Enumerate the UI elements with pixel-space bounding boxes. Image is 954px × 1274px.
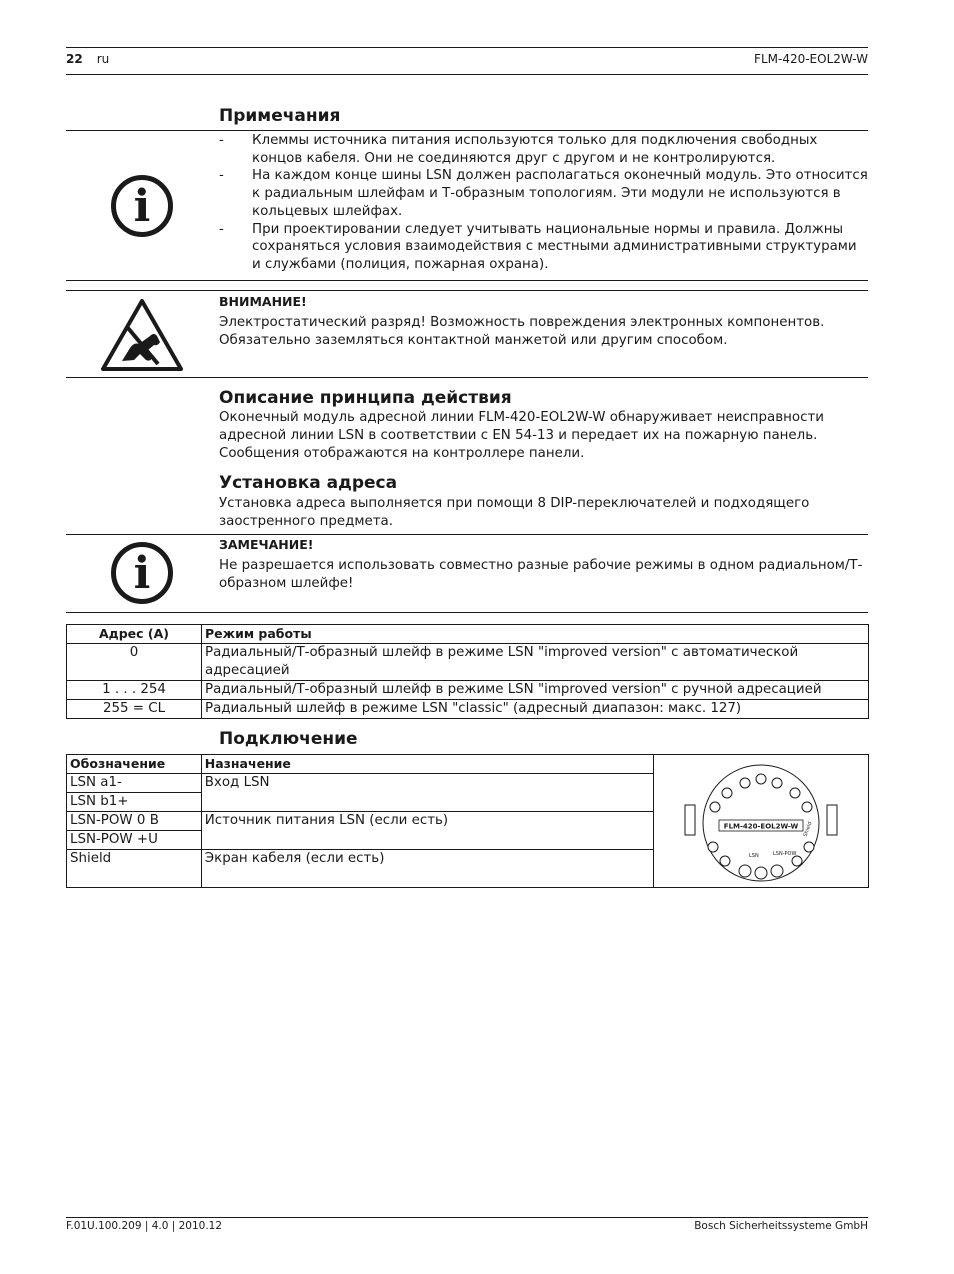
info-icon: i bbox=[111, 542, 173, 604]
table-row: LSN a1- Вход LSN bbox=[67, 774, 869, 793]
principle-title: Описание принципа действия bbox=[219, 388, 512, 408]
table-row: 0 Радиальный/Т-образный шлейф в режиме LSN "improved version" с автоматической адресацией bbox=[67, 644, 869, 681]
caution-title: ВНИМАНИЕ! bbox=[219, 294, 307, 309]
mode-table bbox=[66, 624, 869, 719]
column-header: Обозначение bbox=[67, 755, 202, 774]
svg-text:Shield: Shield bbox=[802, 821, 814, 838]
footer-company: Bosch Sicherheitssysteme GmbH bbox=[694, 1220, 868, 1232]
list-item: - При проектировании следует учитывать национальные нормы и правила. Должны сохраняться условия взаимодействия с местными административными структурами и службами (полиция, пожарная охрана). bbox=[219, 221, 857, 272]
svg-text:LSN: LSN bbox=[749, 853, 759, 859]
table-row: LSN-POW +U bbox=[67, 831, 869, 850]
header-rule-bottom bbox=[66, 74, 868, 75]
page-number: 22 bbox=[66, 52, 83, 66]
connection-title: Подключение bbox=[219, 729, 358, 749]
svg-text:LSN-POW: LSN-POW bbox=[773, 851, 797, 857]
table-row: LSN b1+ bbox=[67, 793, 869, 812]
address-text: Установка адреса выполняется при помощи 8 DIP-переключателей и подходящего заостренного предмета. bbox=[219, 496, 810, 529]
notes-list bbox=[219, 132, 869, 274]
remark-rule-top bbox=[66, 534, 868, 535]
table-row: 1 . . . 254 Радиальный/Т-образный шлейф в режиме LSN "improved version" с ручной адресацией bbox=[67, 681, 869, 700]
connection-table bbox=[66, 754, 869, 888]
table-row: 255 = CL Радиальный шлейф в режиме LSN "classic" (адресный диапазон: макс. 127) bbox=[67, 700, 869, 719]
header-rule-top bbox=[66, 47, 868, 48]
page-header-left bbox=[66, 52, 109, 66]
table-row: LSN-POW 0 В Источник питания LSN (если есть) bbox=[67, 812, 869, 831]
list-item: - Клеммы источника питания используются только для подключения свободных концов кабеля. Они не соединяются друг с другом и не контролируются. bbox=[219, 133, 818, 166]
module-label: FLM-420-EOL2W-W bbox=[723, 822, 799, 831]
remark-title: ЗАМЕЧАНИЕ! bbox=[219, 537, 314, 552]
esd-warning-icon bbox=[100, 298, 184, 372]
column-header: Режим работы bbox=[202, 625, 869, 644]
table-row: Shield Экран кабеля (если есть) bbox=[67, 850, 869, 888]
notes-rule-top bbox=[66, 130, 868, 131]
notes-rule-bottom bbox=[66, 280, 868, 281]
column-header: Адрес (A) bbox=[67, 625, 202, 644]
address-title: Установка адреса bbox=[219, 473, 398, 493]
principle-text: Оконечный модуль адресной линии FLM-420-EOL2W-W обнаруживает неисправности адресной линии LSN в соответствии с EN 54-13 и передает их на пожарную панель. Сообщения отображаются на контроллере панели. bbox=[219, 410, 824, 461]
footer-doc-info: F.01U.100.209 | 4.0 | 2010.12 bbox=[66, 1220, 223, 1232]
remark-text: Не разрешается использовать совместно разные рабочие режимы в одном радиальном/Т- образном шлейфе! bbox=[219, 558, 863, 591]
info-icon: i bbox=[111, 175, 173, 237]
footer-rule bbox=[66, 1217, 868, 1218]
caution-rule-top bbox=[66, 290, 868, 291]
list-item: - На каждом конце шины LSN должен располагаться оконечный модуль. Это относится к радиальным шлейфам и Т-образным топологиям. Эти модули не используются в кольцевых шлейфах. bbox=[219, 168, 868, 219]
language-code: ru bbox=[96, 52, 110, 66]
product-name: FLM-420-EOL2W-W bbox=[754, 52, 868, 66]
table-header-row bbox=[67, 625, 869, 644]
remark-rule-bottom bbox=[66, 612, 868, 613]
table-header-row bbox=[67, 755, 869, 774]
column-header: Назначение bbox=[201, 755, 653, 774]
notes-title: Примечания bbox=[219, 106, 341, 126]
module-diagram-cell bbox=[654, 755, 869, 888]
module-diagram bbox=[657, 755, 865, 887]
caution-rule-bottom bbox=[66, 377, 868, 378]
caution-text: Электростатический разряд! Возможность повреждения электронных компонентов. Обязательно заземляться контактной манжетой или другим способом. bbox=[219, 315, 825, 348]
